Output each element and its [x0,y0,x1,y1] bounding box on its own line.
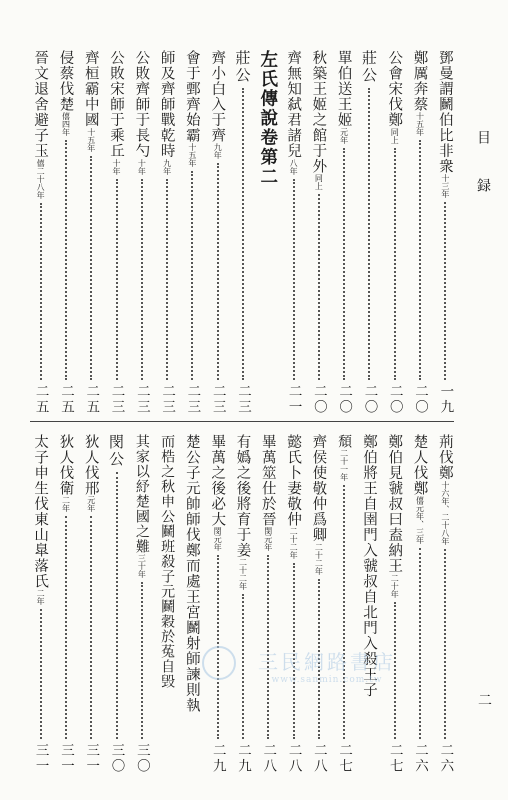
entry-page-number: 三〇 [108,743,125,774]
entry-page-number: 二六 [437,743,454,774]
entry-year-note: 十五年 [187,143,197,167]
dot-leader [141,582,143,739]
toc-entry [54,50,78,415]
entry-title: 楚人伐鄭 [411,434,428,496]
entry-year-note: 元年 [339,127,349,144]
toc-entry [383,50,407,415]
entry-title: 齊桓霸中國 [82,50,99,128]
toc-entry [180,434,204,774]
entry-year-note: 十六年、二十八年 [440,480,450,545]
entry-page-number: 二〇 [336,384,353,415]
dot-leader [191,171,193,380]
entry-year-note: 二十年 [390,573,400,598]
entry-page-number: 二八 [285,743,302,774]
entry-page-number: 二九 [209,743,226,774]
toc-section [357,50,381,415]
entry-title: 鄭厲奔蔡 [411,50,428,112]
entry-title: 鄧曼謂鬭伯比非衆 [436,50,453,174]
entry-year-note: 八年 [289,158,299,175]
toc-entry [130,50,154,415]
entry-page-number: 三〇 [133,743,150,774]
entry-title: 秋築王姬之館于外 [310,50,327,174]
entry-page-number: 一九 [437,384,454,415]
toc-lower-block [28,434,458,774]
entry-title: 狄人伐邢 [82,434,99,496]
dot-leader [217,163,219,380]
running-title: 目 録 [475,130,491,202]
entry-page-number: 二三 [133,384,150,415]
watermark-url: www.sanmin.com.tw [271,674,383,685]
entry-page-number: 二〇 [310,384,327,415]
toc-entry [357,434,381,774]
entry-year-note: 僖四年 [61,112,71,136]
toc-entry [105,50,129,415]
entry-year-note: 十五年 [86,127,96,152]
entry-page-number: 二三 [108,384,125,415]
entry-page-number: 二三 [184,384,201,415]
entry-year-note: 二年 [36,589,46,605]
entry-title: 頹 [336,434,353,449]
entry-year-note: 閔元年 [263,527,273,551]
watermark-name: 三民網路書店 [258,649,396,674]
toc-entry [383,434,407,774]
toc-entry [408,50,432,415]
entry-page-number: 二八 [260,743,277,774]
toc-entry [54,434,78,774]
entry-year-note: 元年 [86,496,96,512]
entry-page-number: 二七 [386,743,403,774]
toc-entry [29,50,53,415]
entry-title: 侵蔡伐楚 [57,50,74,112]
toc-entry [79,50,103,415]
toc-entry [206,434,230,774]
entry-page-number: 二五 [83,384,100,415]
entry-title: 師及齊師戰乾時 [158,50,175,159]
entry-page-number: 三一 [57,743,74,774]
watermark [232,640,422,690]
entry-year-note: 三十年 [137,554,147,578]
entry-title: 會于鄄齊始霸 [183,50,200,143]
toc-entry [130,434,154,774]
entry-page-number: 二三 [235,384,251,415]
entry-title: 荊伐鄭 [436,434,453,481]
toc-section [105,434,129,774]
entry-year-note: 僖元年、三年 [415,496,425,544]
entry-page-number: 二八 [310,743,327,774]
dot-leader [40,203,42,381]
entry-page-number: 二五 [57,384,74,415]
dot-leader [65,516,67,739]
toc-entry [332,50,356,415]
dot-leader [343,148,345,381]
toc-entry [155,434,179,774]
entry-year-note: 閔元年 [213,527,223,551]
toc-entry [282,434,306,774]
dot-leader [65,140,67,380]
entry-title: 太子申生伐東山臯落氏 [32,434,49,589]
entry-title: 公敗齊師于長勺 [133,50,150,159]
entry-title: 狄人伐衛 [57,434,74,496]
dot-leader [444,549,446,740]
entry-page-number: 三一 [32,743,49,774]
dot-leader [394,148,396,381]
entry-page-number: 二三 [159,384,176,415]
entry-page-number: 三一 [83,743,100,774]
toc-entry [79,434,103,774]
toc-entry [256,434,280,774]
toc-entry [180,50,204,415]
entry-title: 左氏傳說卷第二 [257,50,278,187]
entry-year-note: 九年 [213,143,223,159]
toc-entry [155,50,179,415]
entry-title: 閔公 [107,434,126,468]
dot-leader [444,202,446,380]
entry-page-number: 二六 [412,743,429,774]
entry-title: 晉文退舍避子玉 [32,50,49,159]
entry-year-note: 十五年 [415,112,425,136]
dot-leader [90,156,92,381]
dot-leader [141,179,143,381]
entry-year-note: 二十二年 [289,527,299,559]
dot-leader [116,179,118,381]
entry-title: 莊公 [359,50,378,84]
page-number: 二 [478,693,492,709]
block-divider [30,421,454,422]
entry-title: 懿氏卜妻敬仲 [285,434,302,527]
entry-title: 畢萬之後必大 [209,434,226,527]
entry-title: 莊公 [233,50,252,84]
dot-leader [368,88,370,380]
entry-year-note: 僖二十八年 [36,158,46,199]
entry-title: 公會宋伐鄭 [386,50,403,128]
entry-year-note: 二十二年 [314,542,324,575]
entry-year-note: 十三年 [440,174,450,198]
watermark-logo-icon [202,646,236,680]
toc-entry [433,434,457,774]
entry-title: 鄭伯見虢叔曰盍納王 [386,434,403,574]
toc-entry [231,434,255,774]
toc-chapter-heading [256,50,280,415]
toc-entry [282,50,306,415]
entry-title: 齊小白入于齊 [209,50,226,143]
entry-title: 其家以紓楚國之難 [133,434,150,554]
toc-entry [206,50,230,415]
toc-upper-block [28,50,458,415]
dot-leader [343,485,345,739]
entry-title: 齊侯使敬仲爲卿 [310,434,327,543]
entry-year-note: 十年 [137,158,147,175]
entry-title: 齊無知弑君諸兒 [285,50,302,159]
dot-leader [116,472,118,739]
dot-leader [90,516,92,739]
dot-leader [318,194,320,380]
toc-entry [408,434,432,774]
entry-title: 有嬀之後將育于姜 [234,434,251,558]
dot-leader [419,140,421,380]
dot-leader [40,609,42,739]
toc-entry [332,434,356,774]
entry-page-number: 二七 [336,743,353,774]
entry-page-number: 二三 [209,384,226,415]
toc-entry [307,50,331,415]
dot-leader [242,88,244,380]
dot-leader [166,179,168,381]
entry-page-number: 二〇 [386,384,403,415]
entry-title: 楚公子元帥師伐鄭而處王宮鬭射師諫則執 [183,434,200,713]
entry-page-number: 二九 [235,743,251,774]
toc-entry [433,50,457,415]
toc-entry [29,434,53,774]
entry-title: 單伯送王姬 [335,50,352,128]
entry-title: 而梏之秋申公鬭班殺子元鬭穀於菟自毁 [159,434,176,689]
entry-year-note: 九年 [162,158,172,175]
entry-page-number: 二五 [32,384,49,415]
entry-title: 鄭伯將王自圉門入虢叔自北門入殺王子 [360,434,377,698]
entry-year-note: 二十二年 [238,558,248,590]
toc-entry [307,434,331,774]
dot-leader [293,179,295,381]
entry-page-number: 二〇 [361,384,378,415]
entry-title: 公敗宋師于乘丘 [108,50,125,159]
entry-year-note: 同上 [314,174,324,190]
entry-year-note: 十年 [112,158,122,175]
entry-year-note: 同上 [390,127,400,144]
entry-title: 畢萬筮仕於晉 [259,434,276,527]
entry-page-number: 二一 [285,384,302,415]
toc-section [231,50,255,415]
entry-year-note: 二年 [61,496,71,512]
entry-page-number: 二〇 [412,384,429,415]
entry-year-note: 二十一年 [339,449,349,481]
